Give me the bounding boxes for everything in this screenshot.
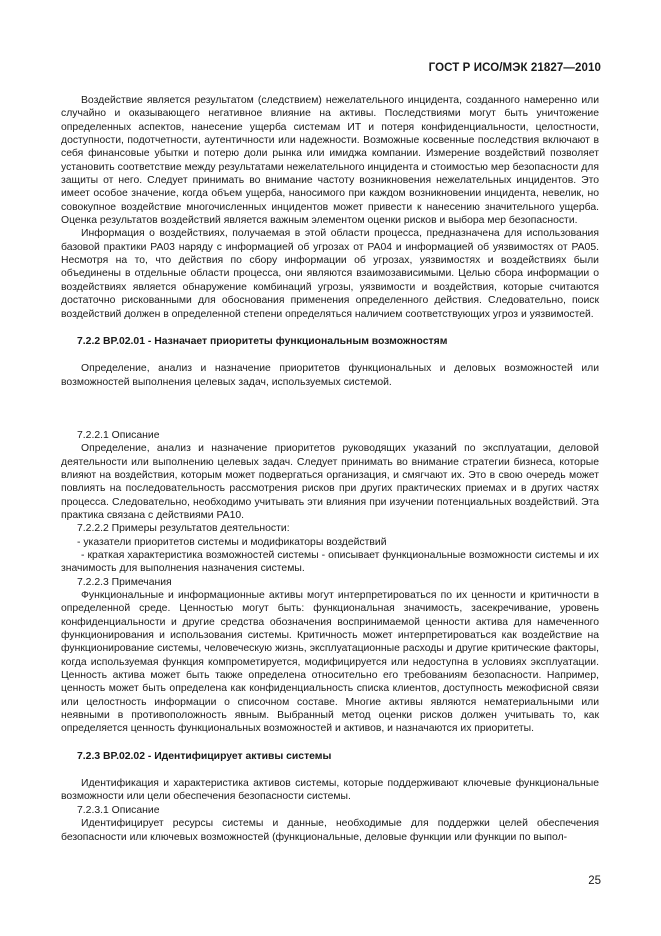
- page-number: 25: [588, 875, 601, 887]
- paragraph-bp-02-01-summary: Определение, анализ и назначение приоритетов функциональных и деловых возможностей или возможностей выполнения целевых задач, используемых системой.: [61, 363, 599, 388]
- section-heading-7-2-3: 7.2.3 BP.02.02 - Идентифицирует активы системы: [77, 750, 332, 762]
- paragraph-bp-02-01-notes: Функциональные и информационные активы могут интерпретироваться по их ценности и критичности в определенной среде. Ценностью могут быть: функциональная значимость, засекречивание, уровень конфиденциальности и другие средства обозначения воспринимаемой ценности актива для намеченного функционирования и использования системы. Критичность может интерпретироваться как воздействие на функционирование системы, человеческую жизнь, эксплуатационные расходы и другие критические факторы, когда используемая функция компрометируется, модифицируется или недоступна в условиях эксплуатации. Ценность актива может быть также определена относительно его требованиям безопасности. Например, ценность может быть определена как конфиденциальность списка клиентов, доступность межофисной связи или целостность информации о списочном составе. Многие активы являются нематериальными или неявными в противоположность явным. Выбранный метод оценки рисков должен учитывать то, как определяется ценность функциональных возможностей и активов, и назначаются их приоритеты.: [61, 590, 599, 735]
- subsection-heading-7-2-3-1: 7.2.3.1 Описание: [77, 804, 160, 816]
- subsection-heading-7-2-2-2: 7.2.2.2 Примеры результатов деятельности:: [77, 523, 290, 535]
- subsection-heading-7-2-2-3: 7.2.2.3 Примечания: [77, 576, 172, 588]
- paragraph-impact-definition: Воздействие является результатом (следствием) нежелательного инцидента, созданного намеренно или случайно и оказывающего негативное влияние на активы. Последствиями могут быть уничтожение определенных аспектов, нанесение ущерба системам ИТ и потеря конфиденциальности, целостности, доступности, подотчетности, аутентичности или надежности. Возможные косвенные последствия включают в себя финансовые убытки и потерю доли рынка или имиджа компании. Измерение воздействий позволяет установить соответствие между результатами нежелательного инцидента и стоимостью мер безопасности для защиты от него. Следует принимать во внимание частоту возникновения нежелательных инцидентов. Это имеет особое значение, когда объем ущерба, наносимого при каждом возникновении инцидента, невелик, но совокупное воздействие многочисленных инцидентов может привести к нанесению значительного ущерба. Оценка результатов воздействий является важным элементом оценки рисков и выбора мер безопасности.: [61, 95, 599, 227]
- list-item: - указатели приоритетов системы и модификаторы воздействий: [77, 536, 387, 548]
- section-heading-7-2-2: 7.2.2 BP.02.01 - Назначает приоритеты функциональным возможностям: [77, 335, 448, 347]
- subsection-heading-7-2-2-1: 7.2.2.1 Описание: [77, 429, 160, 441]
- paragraph-bp-02-01-description: Определение, анализ и назначение приоритетов руководящих указаний по эксплуатации, деловой деятельности или выполнению целевых задач. Следует принимать во внимание стратегии бизнеса, которые влияют на воздействия, которым может подвергаться организация, и смягчают их. Это в свою очередь может повлиять на последовательность рассмотрения рисков при других практических приемах и в других частях процесса. Следовательно, необходимо учитывать эти влияния при изучении потенциальных воздействий. Эта практика связана с действиями PA10.: [61, 443, 599, 521]
- paragraph-impact-information: Информация о воздействиях, получаемая в этой области процесса, предназначена для использования базовой практики PA03 наряду с информацией об угрозах от PA04 и информацией об уязвимостях от PA05. Несмотря на то, что действия по сбору информации об угрозах, уязвимостях и воздействиях были объединены в отдельные области процесса, они являются взаимозависимыми. Целью сбора информации о воздействиях является обнаружение комбинаций угрозы, уязвимости и воздействия, которые считаются достаточно рискованными для обоснования применения определенного действия. Следовательно, поиск воздействий должен в определенной степени определяться наличием соответствующих угроз и уязвимостей.: [61, 228, 599, 320]
- paragraph-bp-02-02-description: Идентифицирует ресурсы системы и данные, необходимые для поддержки целей обеспечения безопасности или ключевых возможностей (функциональные, деловые функции или функции по выпол-: [61, 818, 599, 843]
- paragraph-bp-02-02-summary: Идентификация и характеристика активов системы, которые поддерживают ключевые функциональные возможности или цели обеспечения безопасности системы.: [61, 778, 599, 803]
- list-item: - краткая характеристика возможностей системы - описывает функциональные возможности системы и их значимость для выполнения назначения системы.: [61, 549, 599, 575]
- document-header: ГОСТ Р ИСО/МЭК 21827—2010: [428, 62, 601, 74]
- document-body: [61, 94, 599, 844]
